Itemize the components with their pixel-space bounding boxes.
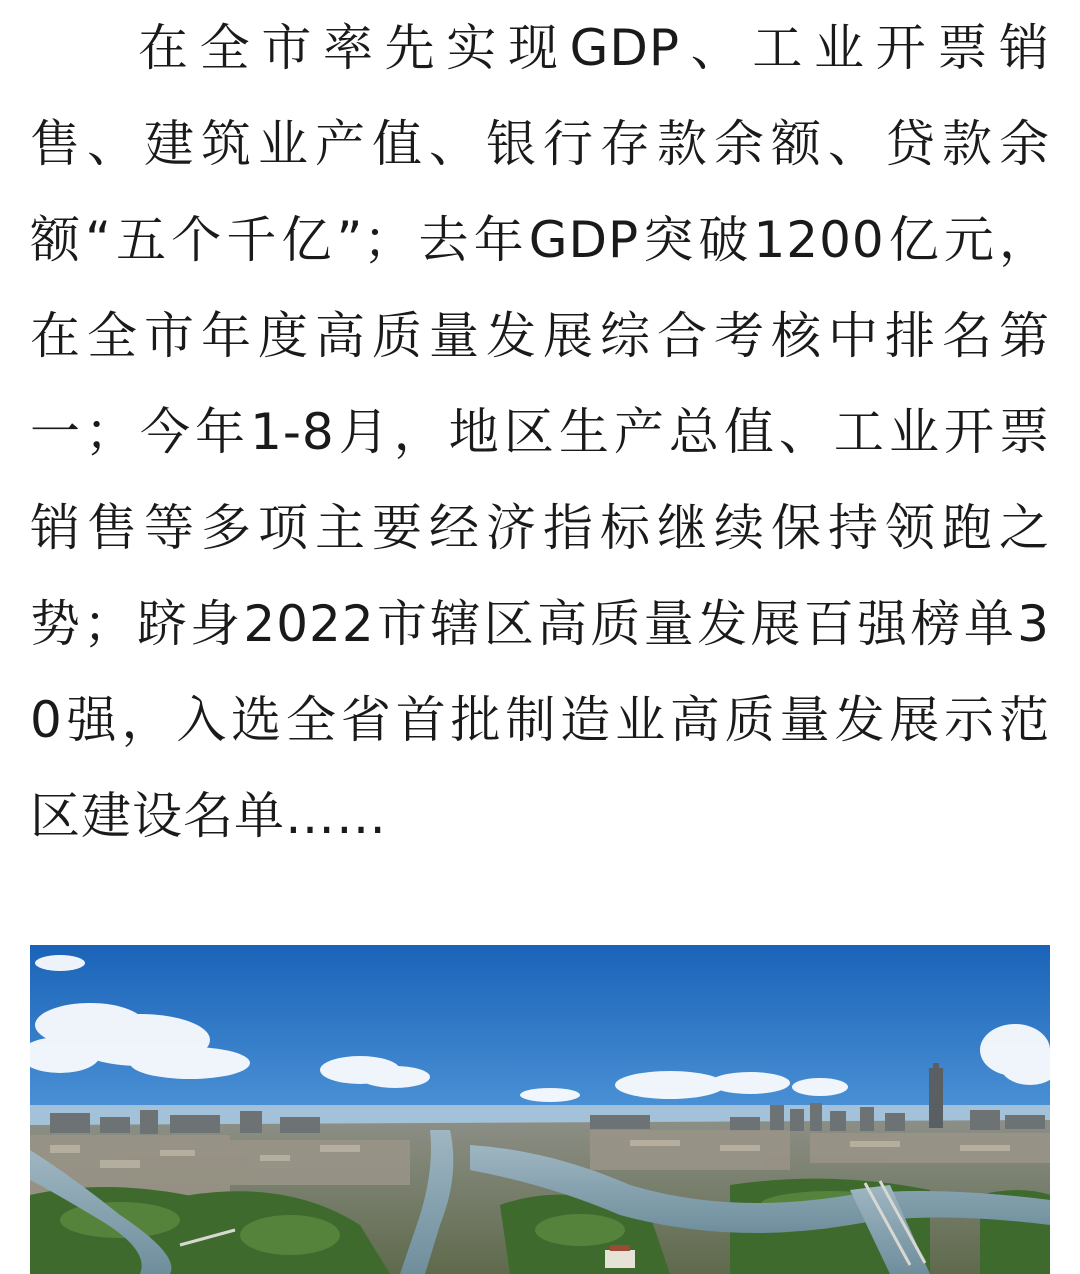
paragraph-line-1: 在全市率先实现GDP、工业开票销 [138, 19, 1050, 77]
paragraph-line-3: 额“五个千亿”；去年GDP突破1200亿元， [30, 211, 1050, 269]
paragraph-line-2: 售、建筑业产值、银行存款余额、贷款余 [30, 115, 1050, 173]
paragraph-line-8: 0强，入选全省首批制造业高质量发展示范 [30, 691, 1050, 749]
paragraph-line-7: 势；跻身2022市辖区高质量发展百强榜单3 [30, 595, 1050, 653]
paragraph-line-5: 一；今年1-8月，地区生产总值、工业开票 [30, 403, 1050, 461]
paragraph-line-6: 销售等多项主要经济指标继续保持领跑之 [30, 499, 1050, 557]
paragraph-line-9: 区建设名单…… [30, 787, 387, 845]
city-panorama-photo [30, 945, 1050, 1274]
paragraph-line-4: 在全市年度高质量发展综合考核中排名第 [30, 307, 1050, 365]
